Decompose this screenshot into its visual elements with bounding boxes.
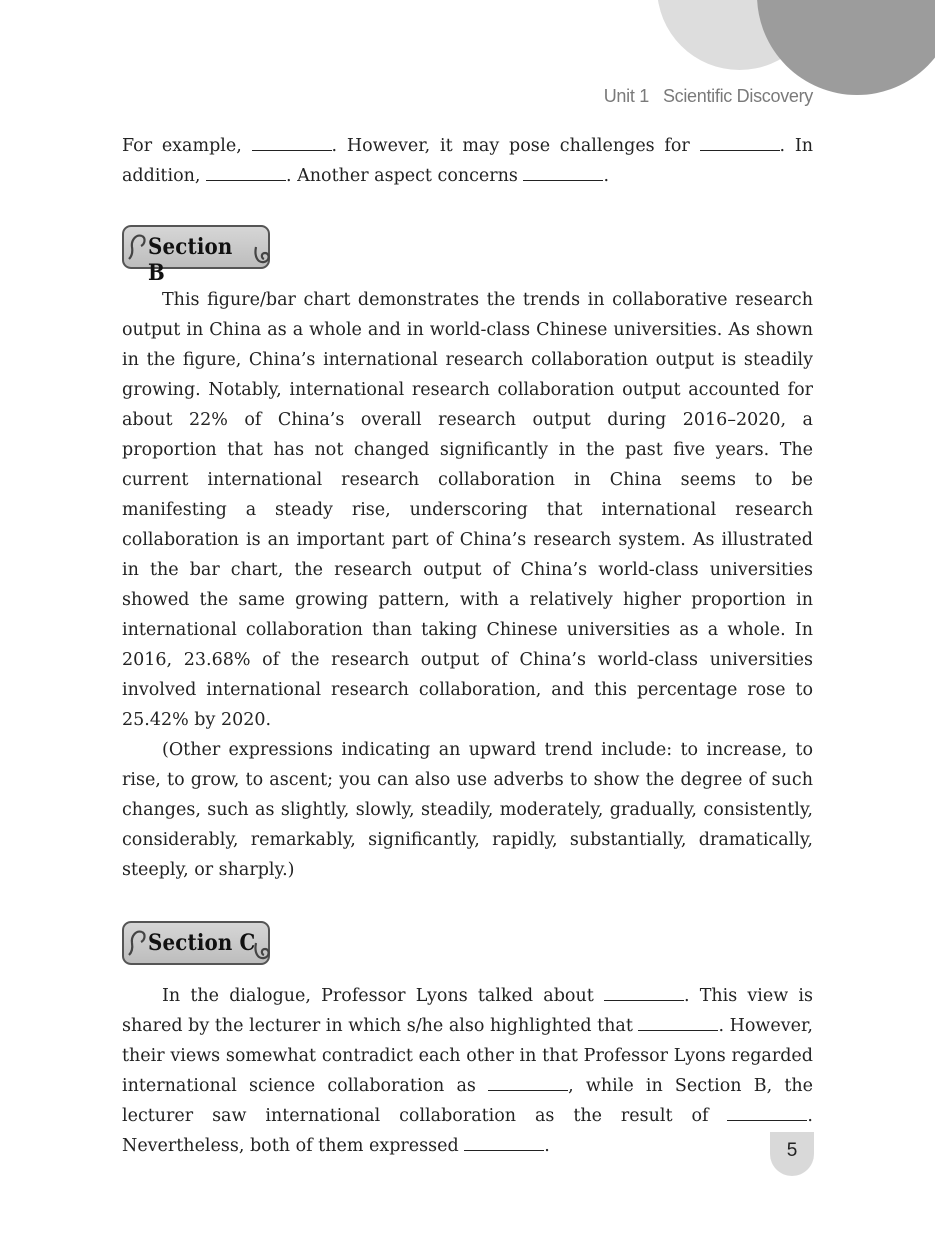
section-c-label: Section C: [122, 921, 270, 965]
blank-line: [523, 163, 603, 181]
paperclip-icon: [252, 939, 274, 967]
paperclip-icon: [127, 928, 149, 962]
page-content: [122, 131, 813, 1161]
intro-paragraph: For example, . However, it may pose challenges for . In addition, . Another aspect concerns .: [122, 131, 813, 191]
blank-line: [488, 1073, 568, 1091]
unit-number: Unit 1: [603, 86, 649, 106]
blank-line: [252, 133, 332, 151]
paperclip-icon: [252, 243, 274, 271]
section-b-paragraph-1: This figure/bar chart demonstrates the trends in collaborative research output in China as a whole and in world-class Chinese universities. As shown in the figure, China’s international research collaboration output is steadily growing. Notably, international research collaboration output accounted for about 22% of China’s overall research output during 2016–2020, a proportion that has not changed significantly in the past five years. The current international research collaboration in China seems to be manifesting a steady rise, underscoring that international research collaboration is an important part of China’s research system. As illustrated in the bar chart, the research output of China’s world-class universities showed the same growing pattern, with a relatively higher proportion in international collaboration than taking Chinese universities as a whole. In 2016, 23.68% of the research output of China’s world-class universities involved international research collaboration, and this percentage rose to 25.42% by 2020.: [122, 290, 813, 730]
page-number: 5: [786, 1140, 798, 1161]
blank-line: [727, 1103, 807, 1121]
paperclip-icon: [127, 232, 149, 266]
section-b-label: Section B: [122, 225, 270, 269]
blank-line: [638, 1013, 718, 1031]
blank-line: [604, 983, 684, 1001]
running-header: [604, 86, 813, 107]
blank-line: [464, 1133, 544, 1151]
section-b-paragraph-2: (Other expressions indicating an upward trend include: to increase, to rise, to grow, to ascent; you can also use adverbs to show the degree of such changes, such as slightly, slowly, steadily, moderately, gradually, consistently, considerably, remarkably, significantly, rapidly, substantially, dramatically, steeply, or sharply.): [122, 740, 813, 880]
section-c-paragraph: In the dialogue, Professor Lyons talked about . This view is shared by the lecturer in which s/he also highlighted that . However, their views somewhat contradict each other in that Professor Lyons regarded international science collaboration as , while in Section B, the lecturer saw international collaboration as the result of . Nevertheless, both of them expressed .: [122, 981, 813, 1161]
blank-line: [700, 133, 780, 151]
blank-line: [206, 163, 286, 181]
header-decor-circle-dark: [757, 0, 935, 95]
unit-title: Scientific Discovery: [662, 86, 813, 106]
